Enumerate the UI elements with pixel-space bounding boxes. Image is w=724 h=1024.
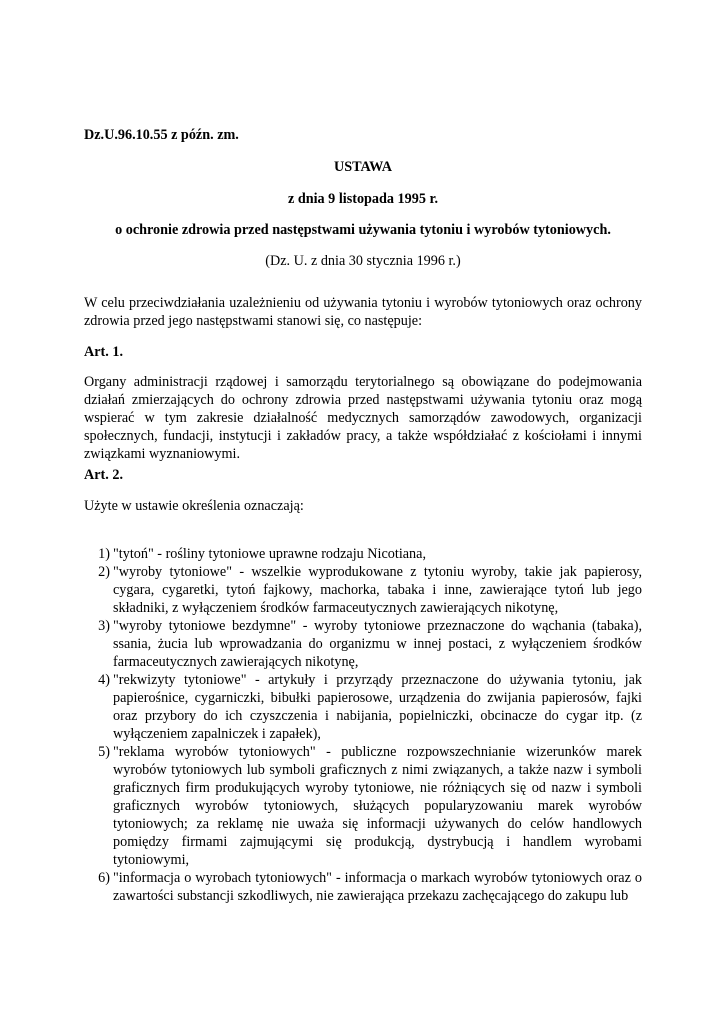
definition-item (84, 545, 642, 563)
definitions-list (84, 545, 642, 905)
definition-item (84, 563, 642, 617)
definition-number: 3) (98, 618, 110, 634)
definition-text: "wyroby tytoniowe" - wszelkie wyprodukowane z tytoniu wyroby, takie jak papierosy, cygara, cygaretki, tytoń fajkowy, machorka, tabaka i inne, zawierające tytoń lub jego składniki, z wyłączeniem środków farmaceutycznych zawierających nikotynę, (113, 564, 642, 616)
act-date: z dnia 9 listopada 1995 r. (287, 191, 439, 207)
definition-item (84, 869, 642, 905)
journal-reference: Dz.U.96.10.55 z późn. zm. (84, 127, 239, 143)
definition-text: "rekwizyty tytoniowe" - artykuły i przyrządy przeznaczone do używania tytoniu, jak papierośnice, cygarniczki, bibułki papierosowe, urządzenia do zwijania papierosów, fajki oraz przybory do ich czyszczenia i nabijania, popielniczki, obcinacze do cygar itp. (z wyłączeniem zapalniczek i zapałek), (113, 672, 642, 742)
article-2-intro: Użyte w ustawie określenia oznaczają: (84, 498, 304, 514)
definition-number: 6) (98, 870, 110, 886)
definition-item (84, 617, 642, 671)
article-1-text: Organy administracji rządowej i samorządu terytorialnego są obowiązane do podejmowania działań zmierzających do ochrony zdrowia przed następstwami używania tytoniu oraz mogą wspierać w tym zakresie działalność medycznych samorządów zawodowych, organizacji społecznych, fundacji, instytucji i zakładów pracy, a także współdziałać z kościołami i innymi związkami wyznaniowymi. (84, 374, 642, 462)
definition-number: 4) (98, 672, 110, 688)
definition-number: 5) (98, 744, 110, 760)
definition-item (84, 671, 642, 743)
act-title: o ochronie zdrowia przed następstwami używania tytoniu i wyrobów tytoniowych. (115, 222, 611, 238)
article-1-heading: Art. 1. (84, 344, 124, 360)
publication-note: (Dz. U. z dnia 30 stycznia 1996 r.) (265, 253, 461, 269)
act-type-heading: USTAWA (333, 159, 393, 175)
definition-item (84, 743, 642, 869)
article-2-heading: Art. 2. (84, 467, 124, 483)
definition-text: "wyroby tytoniowe bezdymne" - wyroby tytoniowe przeznaczone do wąchania (tabaka), ssania, żucia lub wprowadzania do organizmu w innej postaci, z wyłączeniem środków farmaceutycznych zawierających nikotynę, (113, 618, 642, 670)
definition-number: 1) (98, 546, 110, 562)
definition-text: "tytoń" - rośliny tytoniowe uprawne rodzaju Nicotiana, (113, 546, 426, 562)
definition-text: "reklama wyrobów tytoniowych" - publiczne rozpowszechnianie wizerunków marek wyrobów tytoniowych lub symboli graficznych z nimi związanych, a także nazw i symboli graficznych firm produkujących wyroby tytoniowe, nie różniących się od nazw i symboli graficznych wyrobów tytoniowych, służących popularyzowaniu marek wyrobów tytoniowych; za reklamę nie uważa się informacji używanych do celów handlowych pomiędzy firmami zajmującymi się produkcją, dystrybucją i handlem wyrobami tytoniowymi, (113, 744, 642, 868)
preamble-paragraph: W celu przeciwdziałania uzależnieniu od używania tytoniu i wyrobów tytoniowych oraz ochrony zdrowia przed jego następstwami stanowi się, co następuje: (84, 295, 642, 329)
definition-text: "informacja o wyrobach tytoniowych" - informacja o markach wyrobów tytoniowych oraz o zawartości substancji szkodliwych, nie zawierająca przekazu zachęcającego do zakupu lub (113, 870, 642, 904)
definition-number: 2) (98, 564, 110, 580)
